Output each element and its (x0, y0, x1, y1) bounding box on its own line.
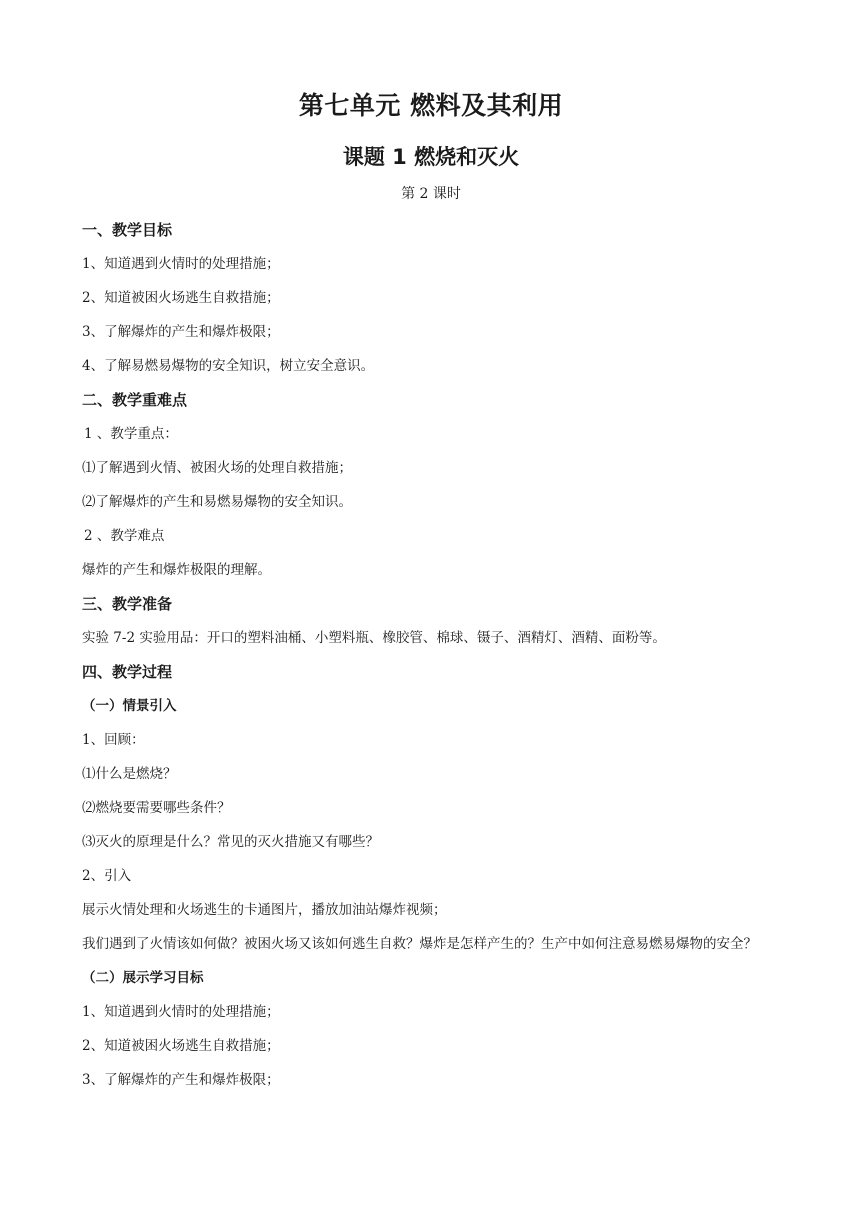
goal-item: 3、了解爆炸的产生和爆炸极限； (82, 324, 280, 340)
goal-item: 4、了解易燃易爆物的安全知识，树立安全意识。 (82, 358, 375, 374)
goal-item: 2、知道被困火场逃生自救措施； (82, 290, 280, 306)
key-point-label: 1 、教学重点： (84, 426, 178, 442)
lesson-title: 课题 1 燃烧和灭火 (342, 145, 520, 169)
prep-text: 实验 7-2 实验用品：开口的塑料油桶、小塑料瓶、橡胶管、棉球、镊子、酒精灯、酒精、面粉等。 (82, 630, 666, 646)
review-item: ⑵燃烧要需要哪些条件？ (82, 800, 231, 816)
lead-text: 展示火情处理和火场逃生的卡通图片，播放加油站爆炸视频； (82, 902, 447, 918)
section-heading-process: 四、教学过程 (82, 663, 173, 681)
lead-label: 2、引入 (82, 868, 132, 884)
key-point-item: ⑵了解爆炸的产生和易燃易爆物的安全知识。 (82, 494, 352, 510)
difficult-point-label: 2 、教学难点 (84, 528, 165, 544)
period-label: 第 2 课时 (401, 186, 461, 202)
goal-show-item: 2、知道被困火场逃生自救措施； (82, 1038, 280, 1054)
subsection-heading-goals-show: （二）展示学习目标 (82, 970, 204, 986)
review-item: ⑴什么是燃烧？ (82, 766, 177, 782)
review-item: ⑶灭火的原理是什么？常见的灭火措施又有哪些？ (82, 834, 379, 850)
section-heading-key-points: 二、教学重难点 (82, 391, 188, 409)
intro-questions: 我们遇到了火情该如何做？被困火场又该如何逃生自救？爆炸是怎样产生的？生产中如何注意易燃易爆物的安全？ (82, 936, 757, 952)
section-heading-prep: 三、教学准备 (82, 595, 173, 613)
key-point-item: ⑴了解遇到火情、被困火场的处理自救措施； (82, 460, 352, 476)
section-heading-goals: 一、教学目标 (82, 221, 173, 239)
goal-item: 1、知道遇到火情时的处理措施； (82, 256, 280, 272)
review-label: 1、回顾： (82, 732, 145, 748)
difficult-point-text: 爆炸的产生和爆炸极限的理解。 (82, 562, 271, 578)
goal-show-item: 3、了解爆炸的产生和爆炸极限； (82, 1072, 280, 1088)
goal-show-item: 1、知道遇到火情时的处理措施； (82, 1004, 280, 1020)
unit-title: 第七单元 燃料及其利用 (298, 91, 564, 120)
subsection-heading-intro: （一）情景引入 (82, 698, 177, 714)
